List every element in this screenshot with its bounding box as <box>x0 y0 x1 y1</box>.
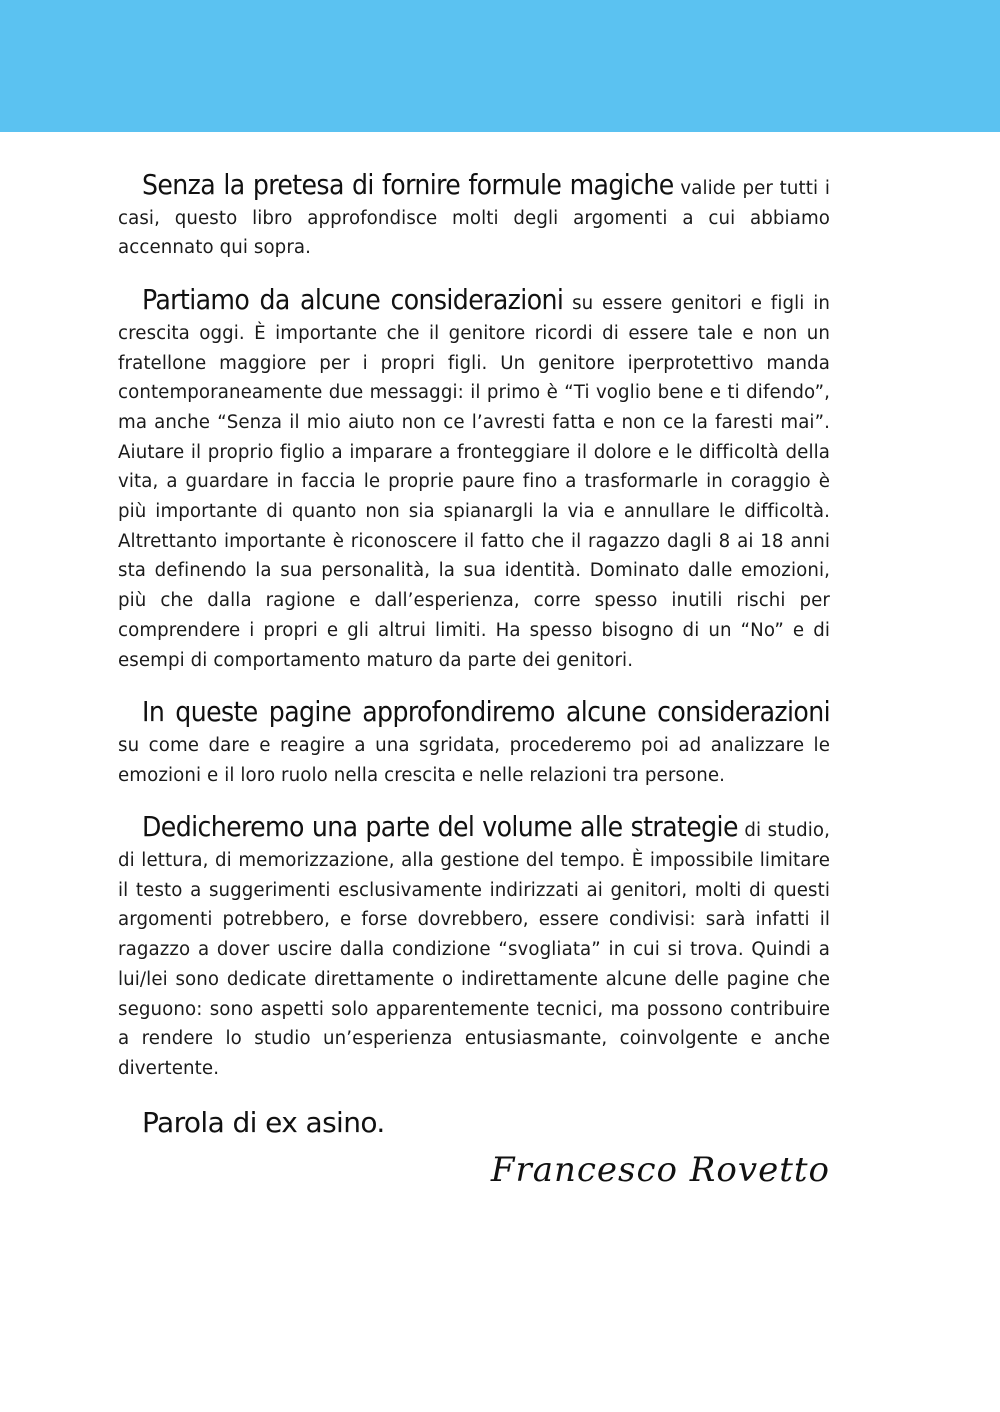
paragraph-1 <box>118 170 830 263</box>
top-color-band <box>0 0 1000 132</box>
paragraph-3-text: su come dare e reagire a una sgridata, procederemo poi ad analizzare le emozioni e il loro ruolo nella crescita e nelle relazioni tra persone. <box>118 734 830 786</box>
paragraph-1-text: valide per tutti i casi, questo libro approfondisce molti degli argomenti a cui abbiamo accennato qui sopra. <box>118 178 831 259</box>
paragraph-4 <box>118 812 830 1083</box>
paragraph-4-lead: Dedicheremo una parte del volume alle strategie <box>142 810 738 844</box>
page-body <box>118 170 830 1139</box>
author-signature: Francesco Rovetto <box>490 1150 830 1190</box>
paragraph-2-lead: Partiamo da alcune considerazioni <box>142 283 564 317</box>
paragraph-2 <box>118 285 830 675</box>
paragraph-3-lead: In queste pagine approfondiremo alcune considerazioni <box>142 695 830 729</box>
paragraph-2-text: su essere genitori e figli in crescita oggi. È importante che il genitore ricordi di essere tale e non un fratellone maggiore per i propri figli. Un genitore iperprotettivo manda contemporaneamente due messaggi: il primo è “Ti voglio bene e ti difendo”, ma anche “Senza il mio aiuto non ce l’avresti fatta e non ce la faresti mai”. Aiutare il proprio figlio a imparare a fronteggiare il dolore e le difficoltà della vita, a guardare in faccia le proprie paure fino a trasformarle in coraggio è più importante di quanto non sia spianargli la via e annullare le difficoltà. Altrettanto importante è riconoscere il fatto che il ragazzo dagli 8 ai 18 anni sta definendo la sua personalità, la sua identità. Dominato dalle emozioni, più che dalla ragione e dall’esperienza, corre spesso inutili rischi per comprendere i propri e gli altrui limiti. Ha spesso bisogno di un “No” e di esempi di comportamento maturo da parte dei genitori. <box>118 293 830 671</box>
closing-line: Parola di ex asino. <box>142 1105 385 1139</box>
paragraph-4-text: di studio, di lettura, di memorizzazione, alla gestione del tempo. È impossibile limitare il testo a suggerimenti esclusivamente indirizzati ai genitori, molti di questi argomenti potrebbero, e forse dovrebbero, essere condivisi: sarà infatti il ragazzo a dover uscire dalla condizione “svogliata” in cui si trova. Quindi a lui/lei sono dedicate direttamente o indirettamente alcune delle pagine che seguono: sono aspetti solo apparentemente tecnici, ma possono contribuire a rendere lo studio un’esperienza entusiasmante, coinvolgente e anche divertente. <box>118 820 830 1079</box>
paragraph-3 <box>118 697 830 790</box>
paragraph-1-lead: Senza la pretesa di fornire formule magiche <box>142 168 674 201</box>
